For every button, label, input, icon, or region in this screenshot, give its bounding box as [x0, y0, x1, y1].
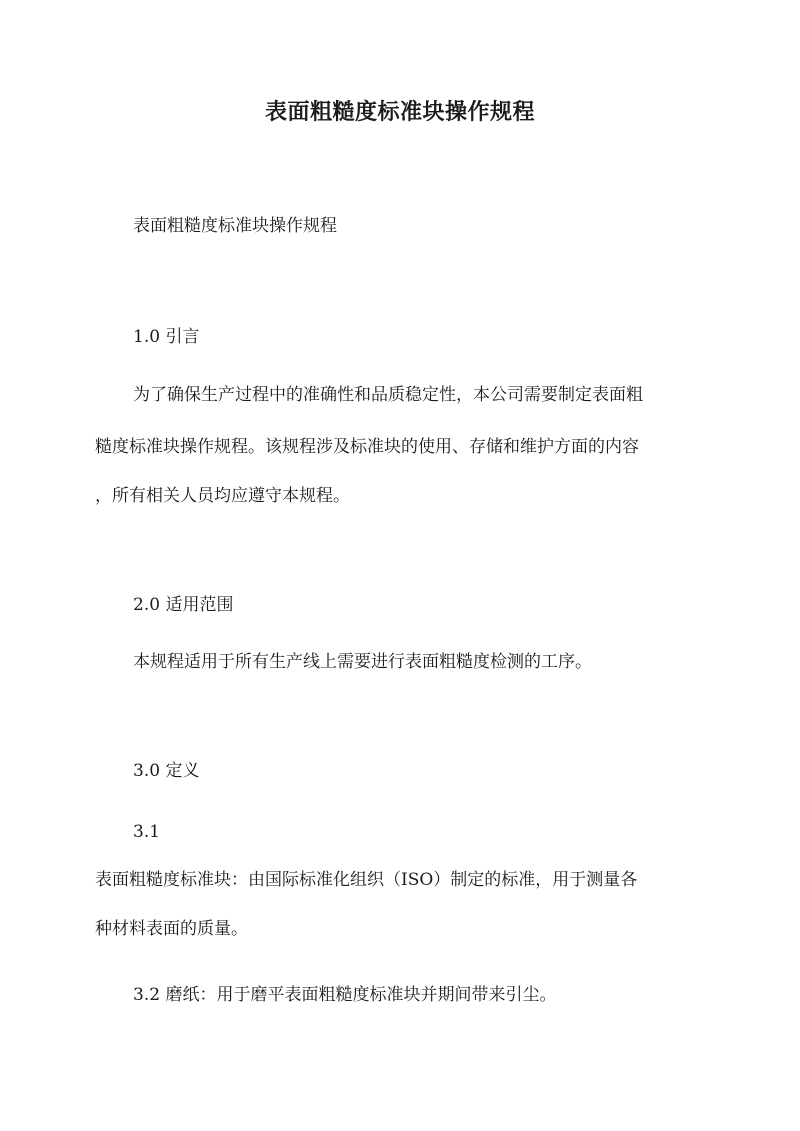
item-3-1-line: 种材料表面的质量。: [95, 919, 248, 939]
document-subtitle: 表面粗糙度标准块操作规程: [133, 216, 337, 236]
item-3-2: 3.2 磨纸：用于磨平表面粗糙度标准块并期间带来引尘。: [133, 985, 557, 1005]
item-3-1-number: 3.1: [133, 822, 161, 842]
section-3-heading: 3.0 定义: [133, 761, 200, 781]
item-3-1-line: 表面粗糙度标准块：由国际标准化组织（ISO）制定的标准，用于测量各: [95, 870, 638, 890]
section-1-paragraph-line: 为了确保生产过程中的准确性和品质稳定性，本公司需要制定表面粗: [133, 385, 643, 405]
section-2-paragraph-line: 本规程适用于所有生产线上需要进行表面粗糙度检测的工序。: [133, 652, 592, 672]
document-title: 表面粗糙度标准块操作规程: [264, 99, 535, 125]
section-1-heading: 1.0 引言: [133, 327, 200, 347]
section-2-heading: 2.0 适用范围: [133, 595, 234, 615]
section-1-paragraph-line: ，所有相关人员均应遵守本规程。: [95, 486, 350, 506]
section-1-paragraph-line: 糙度标准块操作规程。该规程涉及标准块的使用、存储和维护方面的内容: [95, 437, 639, 457]
